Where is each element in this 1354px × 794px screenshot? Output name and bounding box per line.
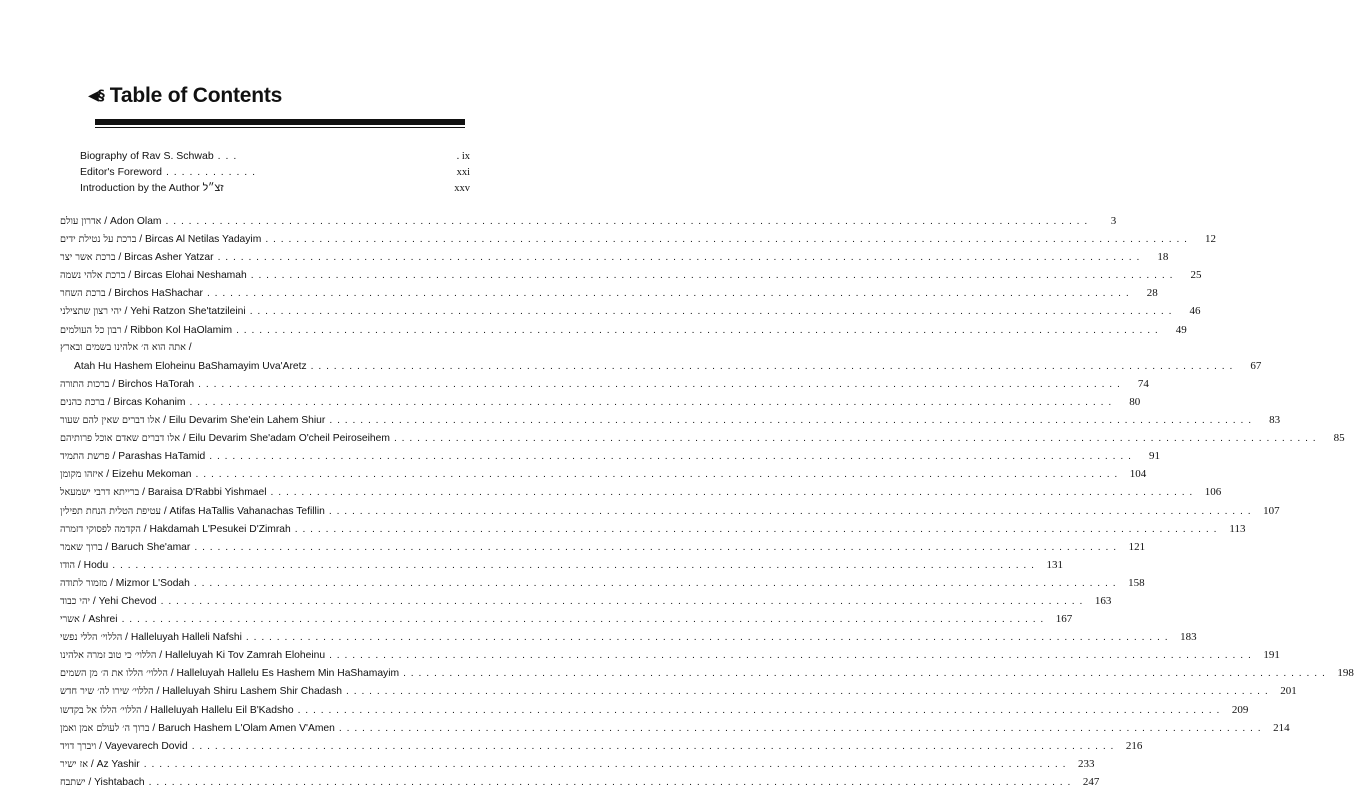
title-separator: / — [149, 722, 159, 734]
toc-entry[interactable] — [60, 395, 1141, 414]
page-number: 209 — [1231, 703, 1249, 716]
toc-entry[interactable] — [60, 215, 1117, 233]
entry-title — [60, 415, 325, 426]
entry-english-title: Yehi Chevod — [98, 595, 157, 607]
entry-title — [60, 578, 190, 589]
title-separator: / — [156, 650, 165, 662]
entry-hebrew-title: ברכת אשר יצר — [60, 252, 116, 264]
dot-leader: . . . . . . . . . . . . . . . . . . . . . . . . . . . . . . . . . . . . . . . . . . . . . . . . . . . . . . . . . . . . . . . . . . . . . . . . . . . . . . . . . . . . . . . . . . . . . . . . . . . . . . . . . . . . . . . . . . . . . . . . — [250, 270, 1174, 282]
dot-leader: . . . — [217, 150, 238, 162]
dot-leader: . . . . . . . . . . . . . . . . . . . . . . . . . . . . . . . . . . . . . . . . . . . . . . . . . . . . . . . . . . . . . . . . . . . . . . . . . . . . . . . . . . . . . . . . . . . . . . . . . . . . . . . . . . . . . . . . . . . . . . . . — [310, 360, 1234, 372]
entry-hebrew-title: הקדמה לפסוקי דזמרה — [60, 523, 141, 535]
entry-title — [60, 777, 145, 788]
toc-entry[interactable] — [60, 504, 1280, 523]
entry-title — [60, 288, 203, 299]
title-separator: / — [141, 704, 151, 716]
page-title: Table of Contents — [109, 84, 283, 107]
entry-english-title: Halleluyah Hallelu Es Hashem Min HaShamayim — [176, 668, 400, 680]
entry-english-title: Baruch She'amar — [111, 541, 191, 553]
entry-english-title: Halleluyah Halleli Nafshi — [130, 632, 242, 644]
dot-leader: . . . . . . . . . . . . . . . . . . . . . . . . . . . . . . . . . . . . . . . . . . . . . . . . . . . . . . . . . . . . . . . . . . . . . . . . . . . . . . . . . . . . . . . . . . . . . . . . . . . . . . . . . . . . . . . . . . . . . . . . — [393, 433, 1317, 445]
entry-title — [60, 632, 242, 643]
title-separator: / — [109, 451, 119, 463]
entry-hebrew-title: פרשת התמיד — [60, 451, 110, 463]
entry-hebrew-title: ברוך שאמר — [60, 541, 103, 553]
entry-title — [60, 216, 162, 227]
dot-leader: . . . . . . . . . . . . . . . . . . . . . . . . . . . . . . . . . . . . . . . . . . . . . . . . . . . . . . . . . . . . . . . . . . . . . . . . . . . . . . . . . . . . . . . . . . . . . . . . . . . . . . . . . . . . . . . . . . . . . . . . — [338, 722, 1262, 734]
entry-title — [60, 306, 246, 317]
toc-entry[interactable] — [60, 685, 1297, 703]
entry-title — [60, 668, 399, 679]
entry-english-title: Yishtabach — [94, 776, 145, 788]
entry-english-title: Ribbon Kol HaOlamim — [130, 324, 233, 336]
toc-entry[interactable] — [60, 739, 1143, 758]
entry-hebrew-title: הללוי׳ הללו אל בקדשו — [60, 704, 142, 716]
title-separator: / — [115, 252, 125, 264]
title-rule-thick — [95, 119, 465, 125]
toc-entry[interactable] — [60, 450, 1160, 468]
page-number: 214 — [1273, 721, 1290, 734]
dot-leader: . . . . . . . . . . . . . . . . . . . . . . . . . . . . . . . . . . . . . . . . . . . . . . . . . . . . . . . . . . . . . . . . . . . . . . . . . . . . . . . . . . . . . . . . . . . . . . . . . . . . . . . . . . . . . . . . . . . . . . . . — [329, 650, 1252, 662]
entry-english-title: Halleluyah Hallelu Eil B'Kadsho — [150, 704, 294, 716]
entry-title — [60, 596, 157, 607]
entry-english-title: Eilu Devarim She'ein Lahem Shiur — [168, 415, 326, 427]
dot-leader: . . . . . . . . . . . . . . . . . . . . . . . . . . . . . . . . . . . . . . . . . . . . . . . . . . . . . . . . . . . . . . . . . . . . . . . . . . . . . . . . . . . . . . . . . . . . . . . . . . . . . . . . . . . . . . . . . . . . . . . . — [209, 451, 1132, 463]
dot-leader: . . . . . . . . . . . . . . . . . . . . . . . . . . . . . . . . . . . . . . . . . . . . . . . . . . . . . . . . . . . . . . . . . . . . . . . . . . . . . . . . . . . . . . . . . . . . . . . . . . . . . . . . . . . . . . . . . . . . . . . . — [194, 541, 1118, 553]
entry-title — [60, 723, 335, 734]
dot-leader: . . . . . . . . . . . . . . . . . . . . . . . . . . . . . . . . . . . . . . . . . . . . . . . . . . . . . . . . . . . . . . . . . . . . . . . . . . . . . . . . . . . . . . . . . . . . . . . . . . . . . . . . . . . . . . . . . . . . . . . . — [328, 505, 1252, 517]
entry-hebrew-title: ברכת אלהי נשמה — [60, 270, 126, 282]
page-number: xxi — [456, 167, 470, 178]
entry-title — [60, 325, 232, 336]
contents-list — [60, 215, 1354, 794]
entry-english-title: Eilu Devarim She'adam O'cheil Peiroseihem — [188, 433, 390, 445]
title-separator: / — [121, 324, 131, 336]
title-separator: / — [89, 595, 99, 607]
entry-hebrew-title: אדרון עולם — [60, 216, 102, 227]
page-number: 183 — [1180, 631, 1197, 644]
ornament-icon: ◀§ — [88, 88, 104, 104]
entry-hebrew-title: הללוי׳ הללי נפשי — [60, 632, 123, 644]
page-number: xxv — [454, 183, 470, 194]
toc-entry[interactable] — [60, 522, 1246, 541]
page-number: 12 — [1205, 233, 1217, 246]
entry-title — [60, 759, 140, 770]
entry-hebrew-title: הללוי׳ הללו את ה׳ מן השמים — [60, 668, 168, 680]
title-separator: / — [96, 740, 105, 752]
entry-english-title: Hakdamah L'Pesukei D'Zimrah — [149, 523, 291, 535]
entry-hebrew-title: עטיפת הטלית הנחת תפילין — [60, 505, 161, 517]
page-number: 91 — [1148, 450, 1160, 463]
page-number: 158 — [1128, 576, 1145, 589]
entry-title — [60, 686, 342, 697]
entry-title — [60, 433, 390, 444]
front-matter-title: Biography of Rav S. Schwab — [80, 150, 214, 162]
dot-leader: . . . . . . . . . . . . — [165, 166, 257, 178]
toc-entry[interactable] — [60, 631, 1197, 649]
title-separator: / — [79, 614, 89, 626]
page-number: 3 — [1110, 215, 1117, 227]
toc-entry[interactable] — [60, 342, 470, 360]
toc-entry[interactable] — [60, 233, 1217, 251]
entry-hebrew-title: ברכת כהנים — [60, 396, 105, 408]
front-matter-entry[interactable] — [80, 150, 470, 166]
entry-hebrew-title: יהי כבוד — [60, 595, 90, 607]
toc-entry[interactable] — [60, 486, 1222, 504]
dot-leader: . . . . . . . . . . . . . . . . . . . . . . . . . . . . . . . . . . . . . . . . . . . . . . . . . . . . . . . . . . . . . . . . . . . . . . . . . . . . . . . . . . . . . . . . . . . . . . . . . . . . . . . . . . . . . . . . . . . . . . . . — [249, 306, 1173, 318]
title-separator: / — [136, 234, 145, 246]
entry-hebrew-title: ברייתא דרבי ישמעאל — [60, 487, 140, 499]
toc-entry[interactable] — [60, 558, 1063, 577]
title-separator: / — [160, 505, 170, 517]
title-separator: / — [139, 487, 148, 499]
entry-hebrew-title: ברכת השחר — [60, 288, 106, 300]
dot-leader: . . . . . . . . . . . . . . . . . . . . . . . . . . . . . . . . . . . . . . . . . . . . . . . . . . . . . . . . . . . . . . . . . . . . . . . . . . . . . . . . . . . . . . . . . . . . . . . . . . . . . . . . . . . . . . . . . . . . . . . . — [329, 415, 1253, 427]
dot-leader: . . . . . . . . . . . . . . . . . . . . . . . . . . . . . . . . . . . . . . . . . . . . . . . . . . . . . . . . . . . . . . . . . . . . . . . . . . . . . . . . . . . . . . . . . . . . . . . . . . . . . . . . . . . . . . . . . . . . . . . . — [121, 614, 1045, 626]
entry-hebrew-title: אתה הוא ה׳ אלהינו בשמים ובארץ — [60, 341, 186, 353]
dot-leader: . . . . . . . . . . . . . . . . . . . . . . . . . . . . . . . . . . . . . . . . . . . . . . . . . . . . . . . . . . . . . . . . . . . . . . . . . . . . . . . . . . . . . . . . . . . . . . . . . . . . . . . . . . . . . . . . . . . . . . . . — [189, 396, 1113, 408]
page-number: . ix — [456, 151, 470, 162]
page-number: 85 — [1333, 432, 1345, 445]
page-number: 191 — [1263, 649, 1280, 662]
entry-english-title: Parashas HaTamid — [118, 451, 206, 463]
title-separator: / — [85, 776, 95, 788]
entry-title — [60, 741, 188, 752]
entry-hebrew-title: הודו — [60, 559, 76, 571]
entry-english-title: Eizehu Mekoman — [111, 469, 192, 481]
dot-leader: . . . . . . . . . . . . . . . . . . . . . . . . . . . . . . . . . . . . . . . . . . . . . . . . . . . . . . . . . . . . . . . . . . . . . . . . . . . . . . . . . . . . . . . . . . . . . . . . . . . . . . . . . . . . . . . . . . . . . . . . — [294, 523, 1218, 535]
entry-english-title: Hodu — [83, 559, 109, 571]
entry-hebrew-title: ברכת על נטילת ידים — [60, 234, 137, 246]
entry-title — [60, 397, 185, 408]
toc-entry[interactable] — [60, 414, 1281, 432]
front-matter-list — [80, 150, 470, 198]
front-matter-title: Editor's Foreword — [80, 166, 162, 178]
page-number: 25 — [1190, 269, 1202, 282]
toc-entry[interactable] — [60, 540, 1146, 559]
entry-title — [60, 487, 267, 498]
entry-hebrew-title: רבון כל העולמים — [60, 324, 122, 336]
dot-leader: . . . . . . . . . . . . . . . . . . . . . . . . . . . . . . . . . . . . . . . . . . . . . . . . . . . . . . . . . . . . . . . . . . . . . . . . . . . . . . . . . . . . . . . . . . . . . . . . . . . . . . . . . . . . . . . . . . . . . . . . — [265, 234, 1189, 246]
toc-entry[interactable] — [60, 377, 1149, 396]
page-number: 104 — [1129, 468, 1147, 481]
page-number: 198 — [1337, 667, 1354, 680]
entry-english-title: Atah Hu Hashem Eloheinu BaShamayim Uva'Aretz — [74, 360, 307, 372]
page-number: 46 — [1189, 305, 1201, 318]
page-number: 80 — [1129, 395, 1141, 408]
title-separator: / — [153, 686, 163, 698]
title-separator: / — [122, 632, 131, 644]
entry-hebrew-title: מזמור לתודה — [60, 577, 108, 589]
page-number: 233 — [1077, 757, 1095, 770]
toc-entry[interactable] — [60, 613, 1073, 631]
entry-title — [60, 650, 325, 661]
front-matter-entry[interactable] — [80, 182, 470, 198]
dot-leader: . . . . . . . . . . . . . . . . . . . . . . . . . . . . . . . . . . . . . . . . . . . . . . . . . . . . . . . . . . . . . . . . . . . . . . . . . . . . . . . . . . . . . . . . . . . . . . . . . . . . . . . . . . . . . . . . . . . . . . . . — [195, 469, 1119, 481]
page-number: 247 — [1082, 775, 1100, 788]
entry-english-title: Bircas Al Netilas Yadayim — [144, 234, 262, 246]
entry-hebrew-title: הללוי׳ כי טוב זמרה אלהינו — [60, 650, 157, 662]
entry-title — [60, 342, 192, 353]
entry-english-title: Baraisa D'Rabbi Yishmael — [147, 487, 267, 499]
title-separator: / — [101, 216, 110, 227]
dot-leader: . . . . . . . . . . . . . . . . . . . . . . . . . . . . . . . . . . . . . . . . . . . . . . . . . . . . . . . . . . . . . . . . . . . . . . . . . . . . . . . . . . . . . . . . . . . . . . . . . . . . . . . . . . . . . . . . . . . . . . . . — [206, 288, 1130, 300]
dot-leader: . . . . . . . . . . . . . . . . . . . . . . . . . . . . . . . . . . . . . . . . . . . . . . . . . . . . . . . . . . . . . . . . . . . . . . . . . . . . . . . . . . . . . . . . . . . . . . . . . . . . . . . . . . . . . . . . . . . . . . . . — [165, 216, 1089, 227]
title-separator: / — [179, 433, 189, 445]
title-separator: / — [121, 306, 131, 318]
entry-hebrew-title: אלו דברים שאין להם שעור — [60, 415, 161, 427]
title-separator: / — [109, 378, 119, 390]
page-header — [88, 84, 282, 108]
page-number: 167 — [1055, 613, 1073, 626]
page-number: 201 — [1280, 685, 1297, 698]
title-separator: / — [107, 577, 116, 589]
page-number: 121 — [1128, 540, 1146, 553]
title-separator: / — [88, 758, 97, 770]
front-matter-entry[interactable] — [80, 166, 470, 182]
entry-hebrew-title: אלו דברים שאדם אוכל פרותיהם — [60, 433, 180, 445]
page-number: 131 — [1046, 558, 1063, 571]
entry-hebrew-title: הללוי׳ שירו לה׳ שיר חדש — [60, 686, 154, 698]
toc-entry[interactable] — [60, 721, 1290, 740]
entry-english-title: Az Yashir — [96, 758, 140, 770]
entry-hebrew-title: אשרי — [60, 614, 80, 626]
dot-leader: . . . . . . . . . . . . . . . . . . . . . . . . . . . . . . . . . . . . . . . . . . . . . . . . . . . . . . . . . . . . . . . . . . . . . . . . . . . . . . . . . . . . . . . . . . . . . . . . . . . . . . . . . . . . . . . . . . . . . . . . — [217, 252, 1141, 264]
toc-entry[interactable] — [60, 287, 1158, 305]
entry-english-title: Bircas Asher Yatzar — [124, 252, 214, 264]
entry-english-title: Yehi Ratzon She'tatzileini — [130, 306, 246, 318]
entry-hebrew-title: ברוך ה׳ לעולם אמן ואמן — [60, 722, 150, 734]
entry-title — [60, 451, 205, 462]
dot-leader: . . . . . . . . . . . . . . . . . . . . . . . . . . . . . . . . . . . . . . . . . . . . . . . . . . . . . . . . . . . . . . . . . . . . . . . . . . . . . . . . . . . . . . . . . . . . . . . . . . . . . . . . . . . . . . . . . . . . . . . . — [236, 324, 1159, 336]
toc-entry[interactable] — [60, 359, 1262, 378]
entry-hebrew-title: איזהו מקומן — [60, 469, 104, 481]
page-number: 113 — [1229, 522, 1246, 535]
entry-hebrew-title: יהי רצון שתצילני — [60, 306, 122, 318]
entry-title — [74, 361, 307, 372]
entry-title — [60, 379, 194, 390]
page-number: 83 — [1269, 414, 1281, 427]
entry-english-title: Ashrei — [88, 614, 118, 626]
front-matter-title: Introduction by the Author זצ״ל — [80, 182, 224, 194]
page-number: 163 — [1094, 594, 1112, 607]
toc-entry[interactable] — [60, 323, 1187, 342]
title-separator: / — [140, 523, 150, 535]
entry-english-title: Baruch Hashem L'Olam Amen V'Amen — [158, 722, 335, 734]
entry-title — [60, 234, 261, 245]
toc-entry[interactable] — [60, 703, 1249, 722]
page-number: 28 — [1146, 287, 1158, 300]
dot-leader: . . . . . . . . . . . . . . . . . . . . . . . . . . . . . . . . . . . . . . . . . . . . . . . . . . . . . . . . . . . . . . . . . . . . . . . . . . . . . . . . . . . . . . . . . . . . . . . . . . . . . . . . . . . . . . . . . . . . . . . . — [191, 740, 1115, 752]
page-number: 67 — [1250, 359, 1262, 372]
entry-english-title: Mizmor L'Sodah — [115, 577, 190, 589]
toc-entry[interactable] — [60, 305, 1201, 323]
title-separator: / — [103, 469, 112, 481]
title-separator: / — [75, 559, 84, 571]
entry-hebrew-title: אז ישיר — [60, 758, 89, 770]
dot-leader: . . . . . . . . . . . . . . . . . . . . . . . . . . . . . . . . . . . . . . . . . . . . . . . . . . . . . . . . . . . . . . . . . . . . . . . . . . . . . . . . . . . . . . . . . . . . . . . . . . . . . . . . . . . . . . . . . . . . . . . . — [193, 577, 1117, 589]
toc-entry[interactable] — [60, 576, 1145, 595]
toc-entry[interactable] — [60, 757, 1095, 776]
entry-title — [60, 524, 291, 535]
entry-title — [60, 705, 294, 716]
entry-title — [60, 270, 247, 281]
page-number: 49 — [1175, 323, 1187, 336]
toc-entry[interactable] — [60, 269, 1202, 287]
toc-entry[interactable] — [60, 251, 1169, 269]
entry-hebrew-title: ברכות התורה — [60, 378, 110, 390]
page-number: 106 — [1204, 486, 1222, 499]
toc-entry[interactable] — [60, 432, 1345, 450]
title-separator: / — [160, 415, 169, 427]
entry-english-title: Halleluyah Ki Tov Zamrah Eloheinu — [165, 650, 326, 662]
entry-hebrew-title: ישתבח — [60, 776, 86, 788]
entry-english-title: Birchos HaShachar — [114, 288, 203, 300]
entry-english-title: Bircas Elohai Neshamah — [133, 270, 247, 282]
entry-title — [60, 469, 192, 480]
entry-english-title: Atifas HaTallis Vahanachas Tefillin — [169, 505, 325, 517]
entry-english-title: Birchos HaTorah — [118, 378, 195, 390]
toc-entry[interactable] — [60, 649, 1280, 667]
title-separator: / — [167, 668, 177, 680]
dot-leader: . . . . . . . . . . . . . . . . . . . . . . . . . . . . . . . . . . . . . . . . . . . . . . . . . . . . . . . . . . . . . . . . . . . . . . . . . . . . . . . . . . . . . . . . . . . . . . . . . . . . . . . . . . . . . . . . . . . . . . . . — [112, 559, 1035, 571]
title-separator: / — [185, 341, 192, 353]
title-separator: / — [102, 541, 112, 553]
dot-leader: . . . . . . . . . . . . . . . . . . . . . . . . . . . . . . . . . . . . . . . . . . . . . . . . . . . . . . . . . . . . . . . . . . . . . . . . . . . . . . . . . . . . . . . . . . . . . . . . . . . . . . . . . . . . . . . . . . . . . . . . — [346, 686, 1269, 698]
entry-title — [60, 506, 325, 517]
dot-leader: . . . . . . . . . . . . . . . . . . . . . . . . . . . . . . . . . . . . . . . . . . . . . . . . . . . . . . . . . . . . . . . . . . . . . . . . . . . . . . . . . . . . . . . . . . . . . . . . . . . . . . . . . . . . . . . . . . . . . . . . — [245, 632, 1169, 644]
page-number: 74 — [1137, 377, 1149, 390]
toc-entry[interactable] — [60, 468, 1147, 486]
entry-hebrew-title: ויברך דויד — [60, 740, 97, 752]
page-number: 107 — [1263, 504, 1280, 517]
page-number: 216 — [1125, 739, 1143, 752]
toc-entry[interactable] — [60, 775, 1100, 794]
dot-leader: . . . . . . . . . . . . . . . . . . . . . . . . . . . . . . . . . . . . . . . . . . . . . . . . . . . . . . . . . . . . . . . . . . . . . . . . . . . . . . . . . . . . . . . . . . . . . . . . . . . . . . . . . . . . . . . . . . . . . . . . — [160, 595, 1084, 607]
dot-leader: . . . . . . . . . . . . . . . . . . . . . . . . . . . . . . . . . . . . . . . . . . . . . . . . . . . . . . . . . . . . . . . . . . . . . . . . . . . . . . . . . . . . . . . . . . . . . . . . . . . . . . . . . . . . . . . . . . . . . . . . — [148, 776, 1072, 788]
page-number: 18 — [1157, 251, 1169, 264]
entry-title — [60, 252, 214, 263]
entry-title — [60, 614, 118, 625]
entry-title — [60, 542, 190, 553]
title-rule-thin — [95, 127, 465, 128]
title-separator: / — [104, 396, 114, 408]
entry-english-title: Halleluyah Shiru Lashem Shir Chadash — [162, 686, 343, 698]
entry-english-title: Adon Olam — [110, 216, 162, 227]
toc-entry[interactable] — [60, 667, 1354, 685]
title-separator: / — [125, 270, 134, 282]
title-separator: / — [105, 288, 115, 300]
entry-title — [60, 560, 108, 571]
entry-english-title: Vayevarech Dovid — [104, 740, 188, 752]
dot-leader: . . . . . . . . . . . . . . . . . . . . . . . . . . . . . . . . . . . . . . . . . . . . . . . . . . . . . . . . . . . . . . . . . . . . . . . . . . . . . . . . . . . . . . . . . . . . . . . . . . . . . . . . . . . . . . . . . . . . . . . . — [403, 668, 1326, 680]
dot-leader: . . . . . . . . . . . . . . . . . . . . . . . . . . . . . . . . . . . . . . . . . . . . . . . . . . . . . . . . . . . . . . . . . . . . . . . . . . . . . . . . . . . . . . . . . . . . . . . . . . . . . . . . . . . . . . . . . . . . . . . . — [198, 378, 1121, 390]
dot-leader: . . . . . . . . . . . . . . . . . . . . . . . . . . . . . . . . . . . . . . . . . . . . . . . . . . . . . . . . . . . . . . . . . . . . . . . . . . . . . . . . . . . . . . . . . . . . . . . . . . . . . . . . . . . . . . . . . . . . . . . . — [143, 758, 1067, 770]
dot-leader: . . . . . . . . . . . . . . . . . . . . . . . . . . . . . . . . . . . . . . . . . . . . . . . . . . . . . . . . . . . . . . . . . . . . . . . . . . . . . . . . . . . . . . . . . . . . . . . . . . . . . . . . . . . . . . . . . . . . . . . . — [270, 487, 1194, 499]
entry-english-title: Bircas Kohanim — [113, 396, 186, 408]
toc-entry[interactable] — [60, 594, 1112, 613]
dot-leader: . . . . . . . . . . . . . . . . . . . . . . . . . . . . . . . . . . . . . . . . . . . . . . . . . . . . . . . . . . . . . . . . . . . . . . . . . . . . . . . . . . . . . . . . . . . . . . . . . . . . . . . . . . . . . . . . . . . . . . . . — [297, 704, 1221, 716]
